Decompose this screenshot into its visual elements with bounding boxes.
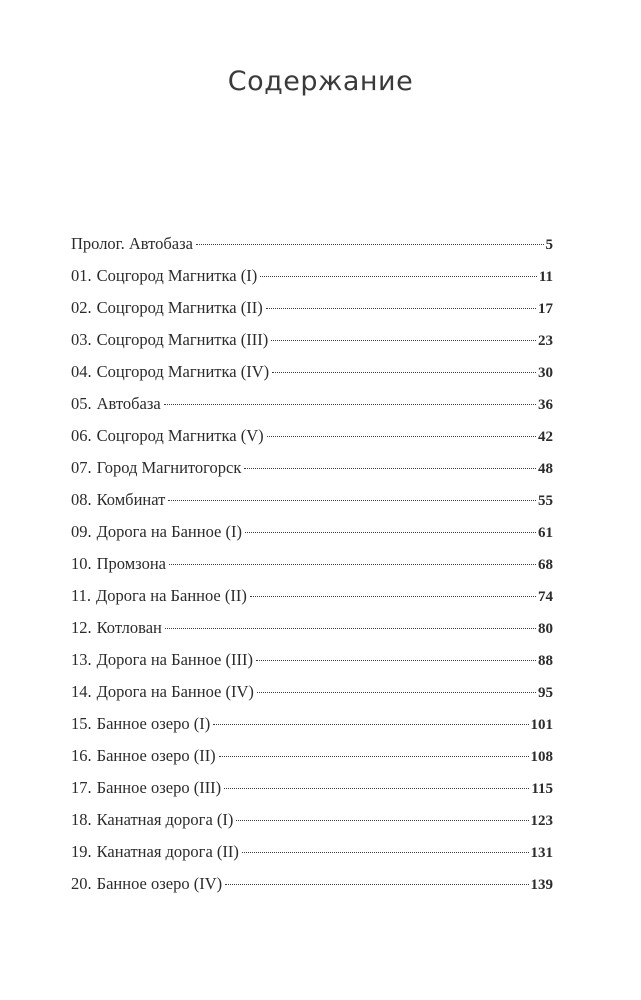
toc-entry-label [71, 778, 221, 798]
dot-leader [267, 436, 536, 437]
toc-entry-title: Дорога на Банное (II) [96, 586, 247, 605]
toc-entry-page: 88 [538, 653, 553, 669]
toc-entry-label [71, 650, 253, 670]
toc-entry-number: 05. [71, 394, 92, 413]
toc-entry[interactable] [71, 650, 553, 682]
toc-entry-title: Город Магнитогорск [96, 458, 242, 477]
toc-entry-page: 48 [538, 461, 553, 477]
toc-entry-label [71, 362, 269, 382]
toc-entry-number: 02. [71, 298, 92, 317]
toc-entry[interactable] [71, 426, 553, 458]
toc-entry-number: 12. [71, 618, 92, 637]
dot-leader [250, 596, 536, 597]
toc-entry[interactable] [71, 522, 553, 554]
toc-entry[interactable] [71, 394, 553, 426]
toc-entry-number: 09. [71, 522, 92, 541]
toc-entry-label [71, 842, 239, 862]
toc-entry-page: 61 [538, 525, 553, 541]
dot-leader [256, 660, 536, 661]
dot-leader [242, 852, 529, 853]
toc-entry-page: 23 [538, 333, 553, 349]
toc-entry-label [71, 426, 264, 446]
toc-entry[interactable] [71, 266, 553, 298]
toc-entry[interactable] [71, 746, 553, 778]
dot-leader [271, 340, 536, 341]
dot-leader [260, 276, 537, 277]
dot-leader [213, 724, 528, 725]
toc-entry-title: Пролог. Автобаза [71, 234, 193, 253]
dot-leader [245, 532, 536, 533]
toc-entry-title: Соцгород Магнитка (II) [96, 298, 263, 317]
toc-entry[interactable] [71, 490, 553, 522]
dot-leader [169, 564, 536, 565]
toc-entry-page: 95 [538, 685, 553, 701]
toc-entry-title: Канатная дорога (II) [96, 842, 239, 861]
toc-entry-label [71, 746, 216, 766]
toc-entry-title: Комбинат [96, 490, 166, 509]
toc-entry-title: Соцгород Магнитка (V) [96, 426, 264, 445]
toc-entry-page: 17 [538, 301, 553, 317]
toc-entry-title: Соцгород Магнитка (I) [96, 266, 258, 285]
toc-entry[interactable] [71, 298, 553, 330]
dot-leader [272, 372, 536, 373]
toc-entry-title: Автобаза [96, 394, 161, 413]
toc-entry-page: 11 [538, 269, 553, 285]
toc-entry[interactable] [71, 586, 553, 618]
toc-entry-page: 139 [530, 877, 553, 893]
toc-entry-number: 16. [71, 746, 92, 765]
toc-entry-page: 55 [538, 493, 553, 509]
toc-entry-number: 06. [71, 426, 92, 445]
toc-entry-page: 68 [538, 557, 553, 573]
toc-entry-page: 74 [538, 589, 553, 605]
toc-entry-number: 01. [71, 266, 92, 285]
toc-entry-number: 03. [71, 330, 92, 349]
toc-entry-title: Банное озеро (IV) [96, 874, 223, 893]
toc-entry[interactable] [71, 234, 553, 266]
toc-entry-number: 15. [71, 714, 92, 733]
toc-entry-page: 5 [545, 237, 553, 253]
dot-leader [196, 244, 544, 245]
toc-entry-label [71, 810, 233, 830]
dot-leader [224, 788, 529, 789]
toc-entry[interactable] [71, 810, 553, 842]
toc-entry-number: 17. [71, 778, 92, 797]
toc-entry-label [71, 266, 257, 286]
page-title: Содержание [227, 66, 414, 97]
toc-entry-label [71, 298, 263, 318]
toc-entry-title: Дорога на Банное (IV) [96, 682, 254, 701]
toc-entry[interactable] [71, 618, 553, 650]
dot-leader [236, 820, 528, 821]
toc-entry-title: Промзона [96, 554, 166, 573]
toc-entry[interactable] [71, 682, 553, 714]
toc-entry-title: Соцгород Магнитка (III) [96, 330, 269, 349]
dot-leader [244, 468, 536, 469]
toc-entry-number: 14. [71, 682, 92, 701]
toc-entry-label [71, 522, 242, 542]
dot-leader [257, 692, 536, 693]
toc-entry-number: 11. [71, 586, 92, 605]
toc-entry-title: Котлован [96, 618, 162, 637]
toc-entry-label [71, 234, 193, 254]
toc-entry-label [71, 458, 241, 478]
toc-entry-label [71, 554, 166, 574]
toc-entry-page: 101 [530, 717, 553, 733]
toc-entry-number: 08. [71, 490, 92, 509]
toc-entry-title: Соцгород Магнитка (IV) [96, 362, 270, 381]
toc-entry[interactable] [71, 778, 553, 810]
toc-entry[interactable] [71, 842, 553, 874]
toc-entry[interactable] [71, 330, 553, 362]
toc-entry-label [71, 394, 161, 414]
toc-entry-label [71, 618, 162, 638]
toc-entry-title: Банное озеро (II) [96, 746, 216, 765]
toc-entry[interactable] [71, 554, 553, 586]
toc-entry[interactable] [71, 362, 553, 394]
toc-entry-number: 04. [71, 362, 92, 381]
toc-entry-page: 108 [530, 749, 553, 765]
toc-entry[interactable] [71, 714, 553, 746]
dot-leader [219, 756, 529, 757]
toc-entry-page: 36 [538, 397, 553, 413]
dot-leader [168, 500, 536, 501]
dot-leader [266, 308, 536, 309]
toc-entry-label [71, 682, 254, 702]
toc-entry-label [71, 490, 165, 510]
toc-entry-page: 115 [531, 781, 553, 797]
toc-entry[interactable] [71, 874, 553, 906]
toc-entry-label [71, 874, 222, 894]
toc-entry-number: 19. [71, 842, 92, 861]
toc-entry-number: 13. [71, 650, 92, 669]
toc-entry-page: 42 [538, 429, 553, 445]
dot-leader [165, 628, 536, 629]
toc-entry-number: 18. [71, 810, 92, 829]
toc-entry-title: Банное озеро (I) [96, 714, 211, 733]
toc-entry-label [71, 714, 210, 734]
toc-entry-label [71, 330, 268, 350]
toc-entry-number: 07. [71, 458, 92, 477]
toc-entry-title: Дорога на Банное (III) [96, 650, 253, 669]
toc-entry-title: Дорога на Банное (I) [96, 522, 242, 541]
toc-entry-page: 123 [530, 813, 553, 829]
dot-leader [225, 884, 528, 885]
toc-entry-page: 131 [530, 845, 553, 861]
toc-entry-label [71, 586, 247, 606]
toc-entry-number: 10. [71, 554, 92, 573]
toc-entry-page: 80 [538, 621, 553, 637]
toc-entry-number: 20. [71, 874, 92, 893]
toc-entry-title: Банное озеро (III) [96, 778, 222, 797]
toc-entry[interactable] [71, 458, 553, 490]
dot-leader [164, 404, 536, 405]
toc-entry-page: 30 [538, 365, 553, 381]
table-of-contents [71, 234, 553, 906]
toc-entry-title: Канатная дорога (I) [96, 810, 234, 829]
